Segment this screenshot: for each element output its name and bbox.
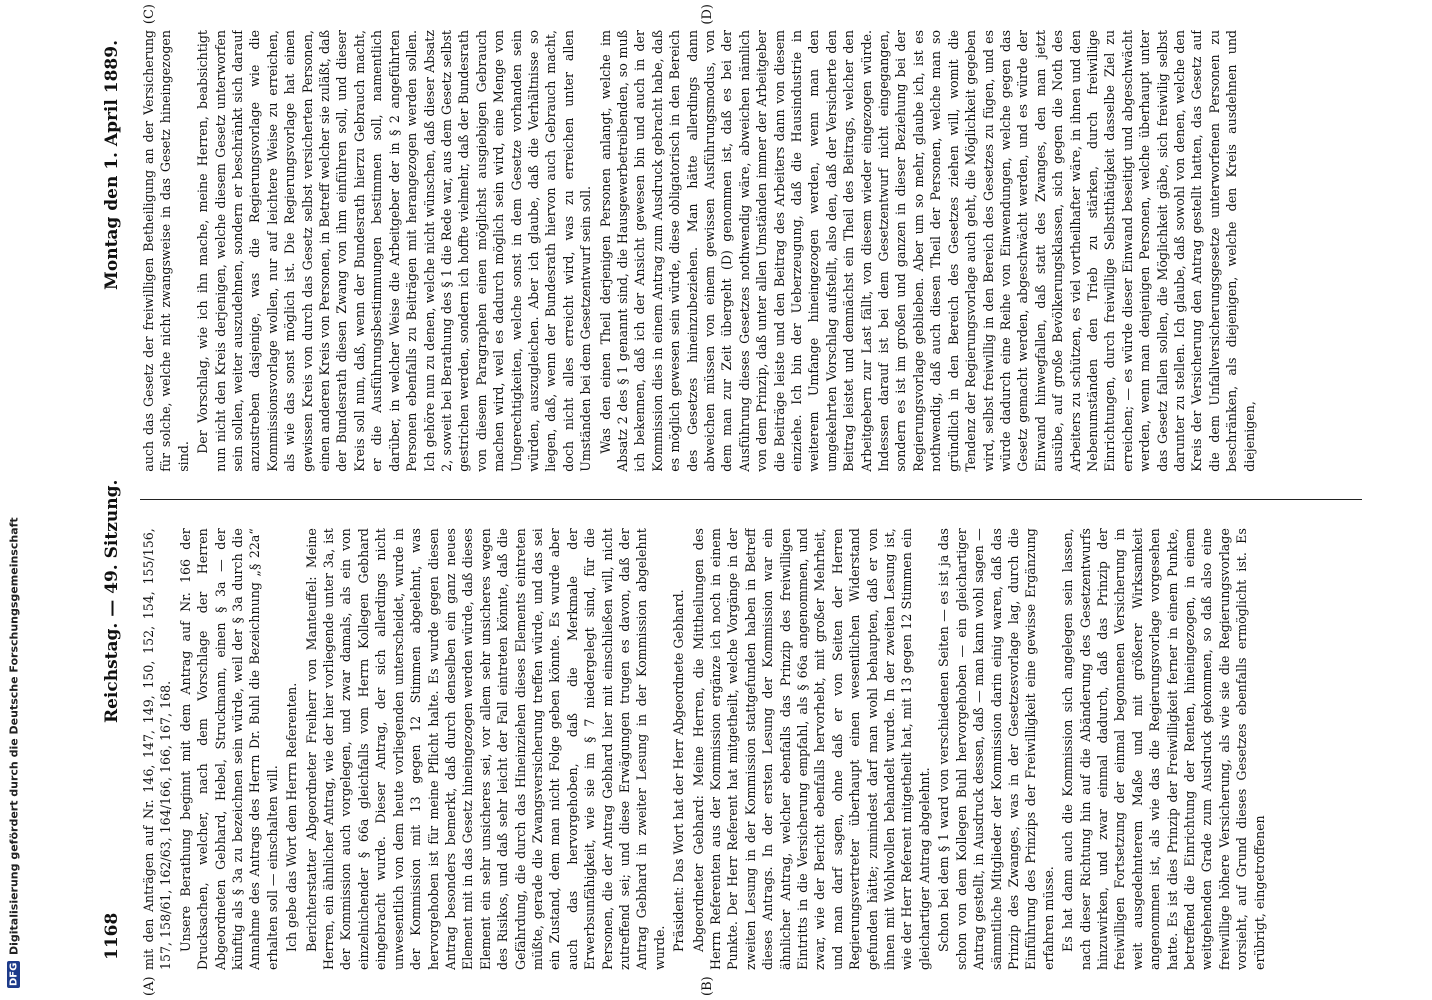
margin-mark-c: (C) (142, 4, 157, 25)
paragraph: Abgeordneter Gebhard: Meine Herren, die Mittheilungen des Herrn Referenten aus der Kommission ergänze ich noch in einem Punkte. Der Herr Referent hat mitgetheilt, welche Vorgänge in der zweiten Lesung in der Kommission stattgefunden haben in Betreff dieses Antrags. In der ersten Lesung der Kommission war ein ähnlicher Antrag, welcher ebenfalls das Prinzip des freiwilligen Eintritts in die Versicherung empfahl, als § 66a angenommen, und zwar, wie der Bericht ebenfalls hervorhebt, mit großer Mehrheit, und man darf sagen, ohne daß er von Seiten der Herren Regierungsvertreter überhaupt einen wesentlichen Widerstand gefunden hätte; zumindest darf man wohl behaupten, daß er von ihnen mit Wohlwollen behandelt wurde. In der zweiten Lesung ist, wie der Herr Referent mitgetheilt hat, mit 13 gegen 12 Stimmen ein gleichartiger Antrag abgelehnt. (690, 528, 932, 970)
paragraph: Schon bei dem § 1 ward von verschiedenen Seiten — es ist ja das schon von dem Kollegen Buhl hervorgehoben — ein gleichartiger Antrag gestellt, in Ausdruck dessen, daß — man kann wohl sagen — sämmtliche Mitglieder der Kommission darin einig waren, daß das Prinzip des Zwanges, was in der Gesetzesvorlage lag, durch die Einführung des Prinzips der Freiwilligkeit eine gewisse Ergänzung erfahren müsse. (936, 528, 1056, 970)
left-column (140, 528, 1362, 970)
paragraph: Berichterstatter Abgeordneter Freiherr von Manteuffel: Meine Herren, ein ähnlicher Antrag, wie der hier vorliegende unter 3a, ist der Kommission auch vorgelegen, und zwar damals, als ein von einzelnichender § 66a gleichfalls vom Herrn Kollegen Gebhard eingebracht wurde. Dieser Antrag, der sich allerdings nicht unwesentlich von dem heute vorliegenden unterscheidet, wurde in der Kommission mit 13 gegen 12 Stimmen abgelehnt, was hervorgehoben ist für meine Pflicht halte. Es wurde gegen diesen Antrag besonders bemerkt, daß durch denselben ein ganz neues Element mit in das Gesetz hineingezogen werden würde, daß dieses Element ein sehr unsicheres sei, vor allem sehr unsicheres wegen des Risikos, und daß sehr leicht der Fall eintreten könnte, daß die Gefährdung, die durch das Hineinziehen dieses Elements eintreten müßte, gerade die Zwangsversicherung treffen würde, und das sei ein Zustand, dem man nicht Folge geben könnte. Es wurde aber auch das hervorgehoben, daß die Merkmale der Erwerbsunfähigkeit, wie sie im § 7 niedergelegt sind, für die Personen, die der Antrag Gebhard hier mit einschließen will, nicht zutreffend sei; und diese Erwägungen trugen es davon, daß der Antrag Gebhard in zweiter Lesung in der Kommission abgelehnt wurde. (303, 528, 667, 970)
paragraph: Unsere Berathung beginnt mit dem Antrag auf Nr. 166 der Drucksachen, welcher, nach dem Vorschlage der Herren Abgeordneten Gebhard, Hebel, Struckmann, einen § 3a — der künftig als § 3a zu bezeichnen sein würde, weil der § 3a durch die Annahme des Antrags des Herrn Dr. Buhl die Bezeichnung „§ 22a“ erhalten soll — einschalten will. (177, 528, 280, 970)
paragraph: Präsident: Das Wort hat der Herr Abgeordnete Gebhard. (671, 589, 687, 952)
paragraph: Der Vorschlag, wie ich ihn mache, meine Herren, beabsichtigt nun nicht den Kreis derjenigen, welche diesem Gesetz unterworfen sein sollen, weiter auszudehnen, sondern er beschränkt sich darauf anzustreben dasjenige, was die Regierungsvorlage wie die Kommissionsvorlage wollen, nur auf leichtere Weise zu erreichen, als wie das sonst möglich ist. Die Regierungsvorlage hat einen gewissen Kreis von durch das Gesetz selbst versicherten Personen, einen anderen Kreis von Personen, in Betreff welcher sie zuläßt, daß der Bundesrath diesen Zwang von ihm einführen soll, und dieser Kreis soll nun, daß, wenn der Bundesrath hierzu Gebrauch macht, er die Ausführungsbestimmungen bestimmen soll, namentlich darüber, in welcher Weise die Arbeitgeber der in § 2 angeführten Personen ebenfalls zu Beiträgen mit herangezogen werden sollen. Ich gehöre nun zu denen, welche nicht wünschen, daß dieser Absatz 2, soweit bei Berathung des § 1 die Rede war, aus dem Gesetz selbst gestrichen werden, sondern ich hoffte vielmehr, daß der Bundesrath von diesem Paragraphen einen möglichst ausgiebigen Gebrauch machen wird, weil es dadurch möglich sein wird, eine Menge von Ungerechtigkeiten, welche sonst in dem Gesetze vorhanden sein würden, auszugleichen. Aber ich glaube, daß die Verhältnisse so liegen, daß, wenn der Bundesrath hiervon auch Gebrauch macht, doch nicht alles erreicht wird, was zu erreichen unter allen Umständen bei dem Gesetzentwurf sein soll. (195, 30, 594, 472)
paragraph: mit den Anträgen auf Nr. 146, 147, 149, 150, 152, 154, 155/156, 157, 158/61, 162/63, 164/166, 166, 167, 168. (141, 528, 174, 970)
paragraph: Ich gebe das Wort dem Herrn Referenten. (284, 682, 300, 952)
session-title: Reichstag. — 49. Sitzung. (102, 479, 122, 724)
column-divider (140, 499, 1362, 500)
page-header (102, 40, 122, 960)
footer-text: Digitalisierung gefördert durch die Deutsche Forschungsgemeinschaft (7, 516, 21, 955)
margin-mark-b: (B) (700, 976, 715, 996)
dfg-logo: DFG (8, 962, 20, 986)
session-date: Montag den 1. April 1889. (102, 40, 122, 290)
right-column (140, 30, 1362, 472)
text-columns (140, 4, 1362, 996)
paragraph: Es hat dann auch die Kommission sich angelegen sein lassen, nach dieser Richtung hin auf die Abänderung des Gesetzentwurfs hinzuwirken, und zwar einmal dadurch, daß das Prinzip der freiwilligen Fortsetzung der einmal begonnenen Versicherung in weit ausgedehnterem Maße und mit größerer Wirksamkeit angenommen ist, als wie das die Regierungsvorlage vorgesehen hatte. Es ist dies Prinzip der Freiwilligkeit ferner in einem Punkte, betreffend die Einrichtung der Renten, hineingezogen, in einem weitgehenden Grade zum Ausdruck gekommen, so daß also eine freiwillige höhere Versicherung, als wie sie die Regierungsvorlage vorsieht, auf Grund dieses Gesetzes ebenfalls ermöglicht ist. Es erübrigt, eingetroffenen (1060, 528, 1267, 970)
paragraph: auch das Gesetz der freiwilligen Betheiligung an der Versicherung für solche, welche nicht zwangsweise in das Gesetz hineingezogen sind. (141, 30, 191, 472)
margin-mark-a: (A) (142, 976, 157, 996)
page-number: 1168 (102, 912, 122, 960)
margin-mark-d: (D) (700, 4, 715, 25)
paragraph: Was den einen Theil derjenigen Personen anlangt, welche im Absatz 2 des § 1 genannt sind, die Hausgewerbetreibenden, so muß ich bekennen, daß ich der Ansicht gewesen bin und auch in der Kommission dies in einem Antrag zum Ausdruck gebracht habe, daß es möglich gewesen sein würde, diese obligatorisch in den Bereich des Gesetzes hineinzubeziehen. Man hätte allerdings dann abweichen müssen von einem gewissen Ausführungsmodus, von dem man zur Zeit übergeht (D) genommen ist, daß es bei der Ausführung dieses Gesetzes nothwendig wäre, abweichen nämlich von dem Prinzip, daß unter allen Umständen immer der Arbeitgeber die Beiträge leiste und den Beitrag des Arbeiters dann von diesem einziehe. Ich bin der Ueberzeugung, daß die Hausindustrie in weiterem Umfange hineingezogen werden, wenn man den umgekehrten Vorschlag aufstellt, also den, daß der Versicherte den Beitrag leistet und demnächst ein Theil des Beitrags, welcher den Arbeitgebern zur Last fällt, von diesem wieder eingezogen würde. Indessen darauf ist bei dem Gesetzentwurf nicht eingegangen, sondern es ist im großen und ganzen in dieser Beziehung bei der Regierungsvorlage geblieben. Aber um so mehr, glaube ich, ist es nothwendig, daß auch diesen Theil der Personen, welche man so gründlich in den Bereich des Gesetzes ziehen will, womit die Tendenz der Regierungsvorlage auch geht, die Möglichkeit gegeben wird, selbst freiwillig in den Bereich des Gesetzes zu fügen, und es würde dadurch eine Reihe von Einwendungen, welche gegen das Gesetz gemacht werden, abgeschwächt werden, und es würde der Einwand hinwegfallen, daß statt des Zwanges, den man jetzt ausübe, auf große Bevölkerungsklassen, sich gegen die Noth des Arbeiters zu schützen, es viel vortheilhafter wäre, in ihnen und den Nebenumständen den Trieb zu stärken, durch freiwillige Einrichtungen, durch freiwillige Selbstthätigkeit dasselbe Ziel zu erreichen; — es würde dieser Einwand beseitigt und abgeschwächt werden, wenn man denjenigen Personen, welche überhaupt unter das Gesetz fallen sollen, die Möglichkeit gäbe, sich freiwilig selbst darunter zu stellen. Ich glaube, daß sowohl von denen, welche den Kreis der Versicherung den Antrag gestellt hatten, das Gesetz auf die dem Unfallversicherungsgesetze unterworfenen Personen zu beschränken, als diejenigen, welche den Kreis ausdehnen und diejenigen, (597, 30, 1257, 472)
